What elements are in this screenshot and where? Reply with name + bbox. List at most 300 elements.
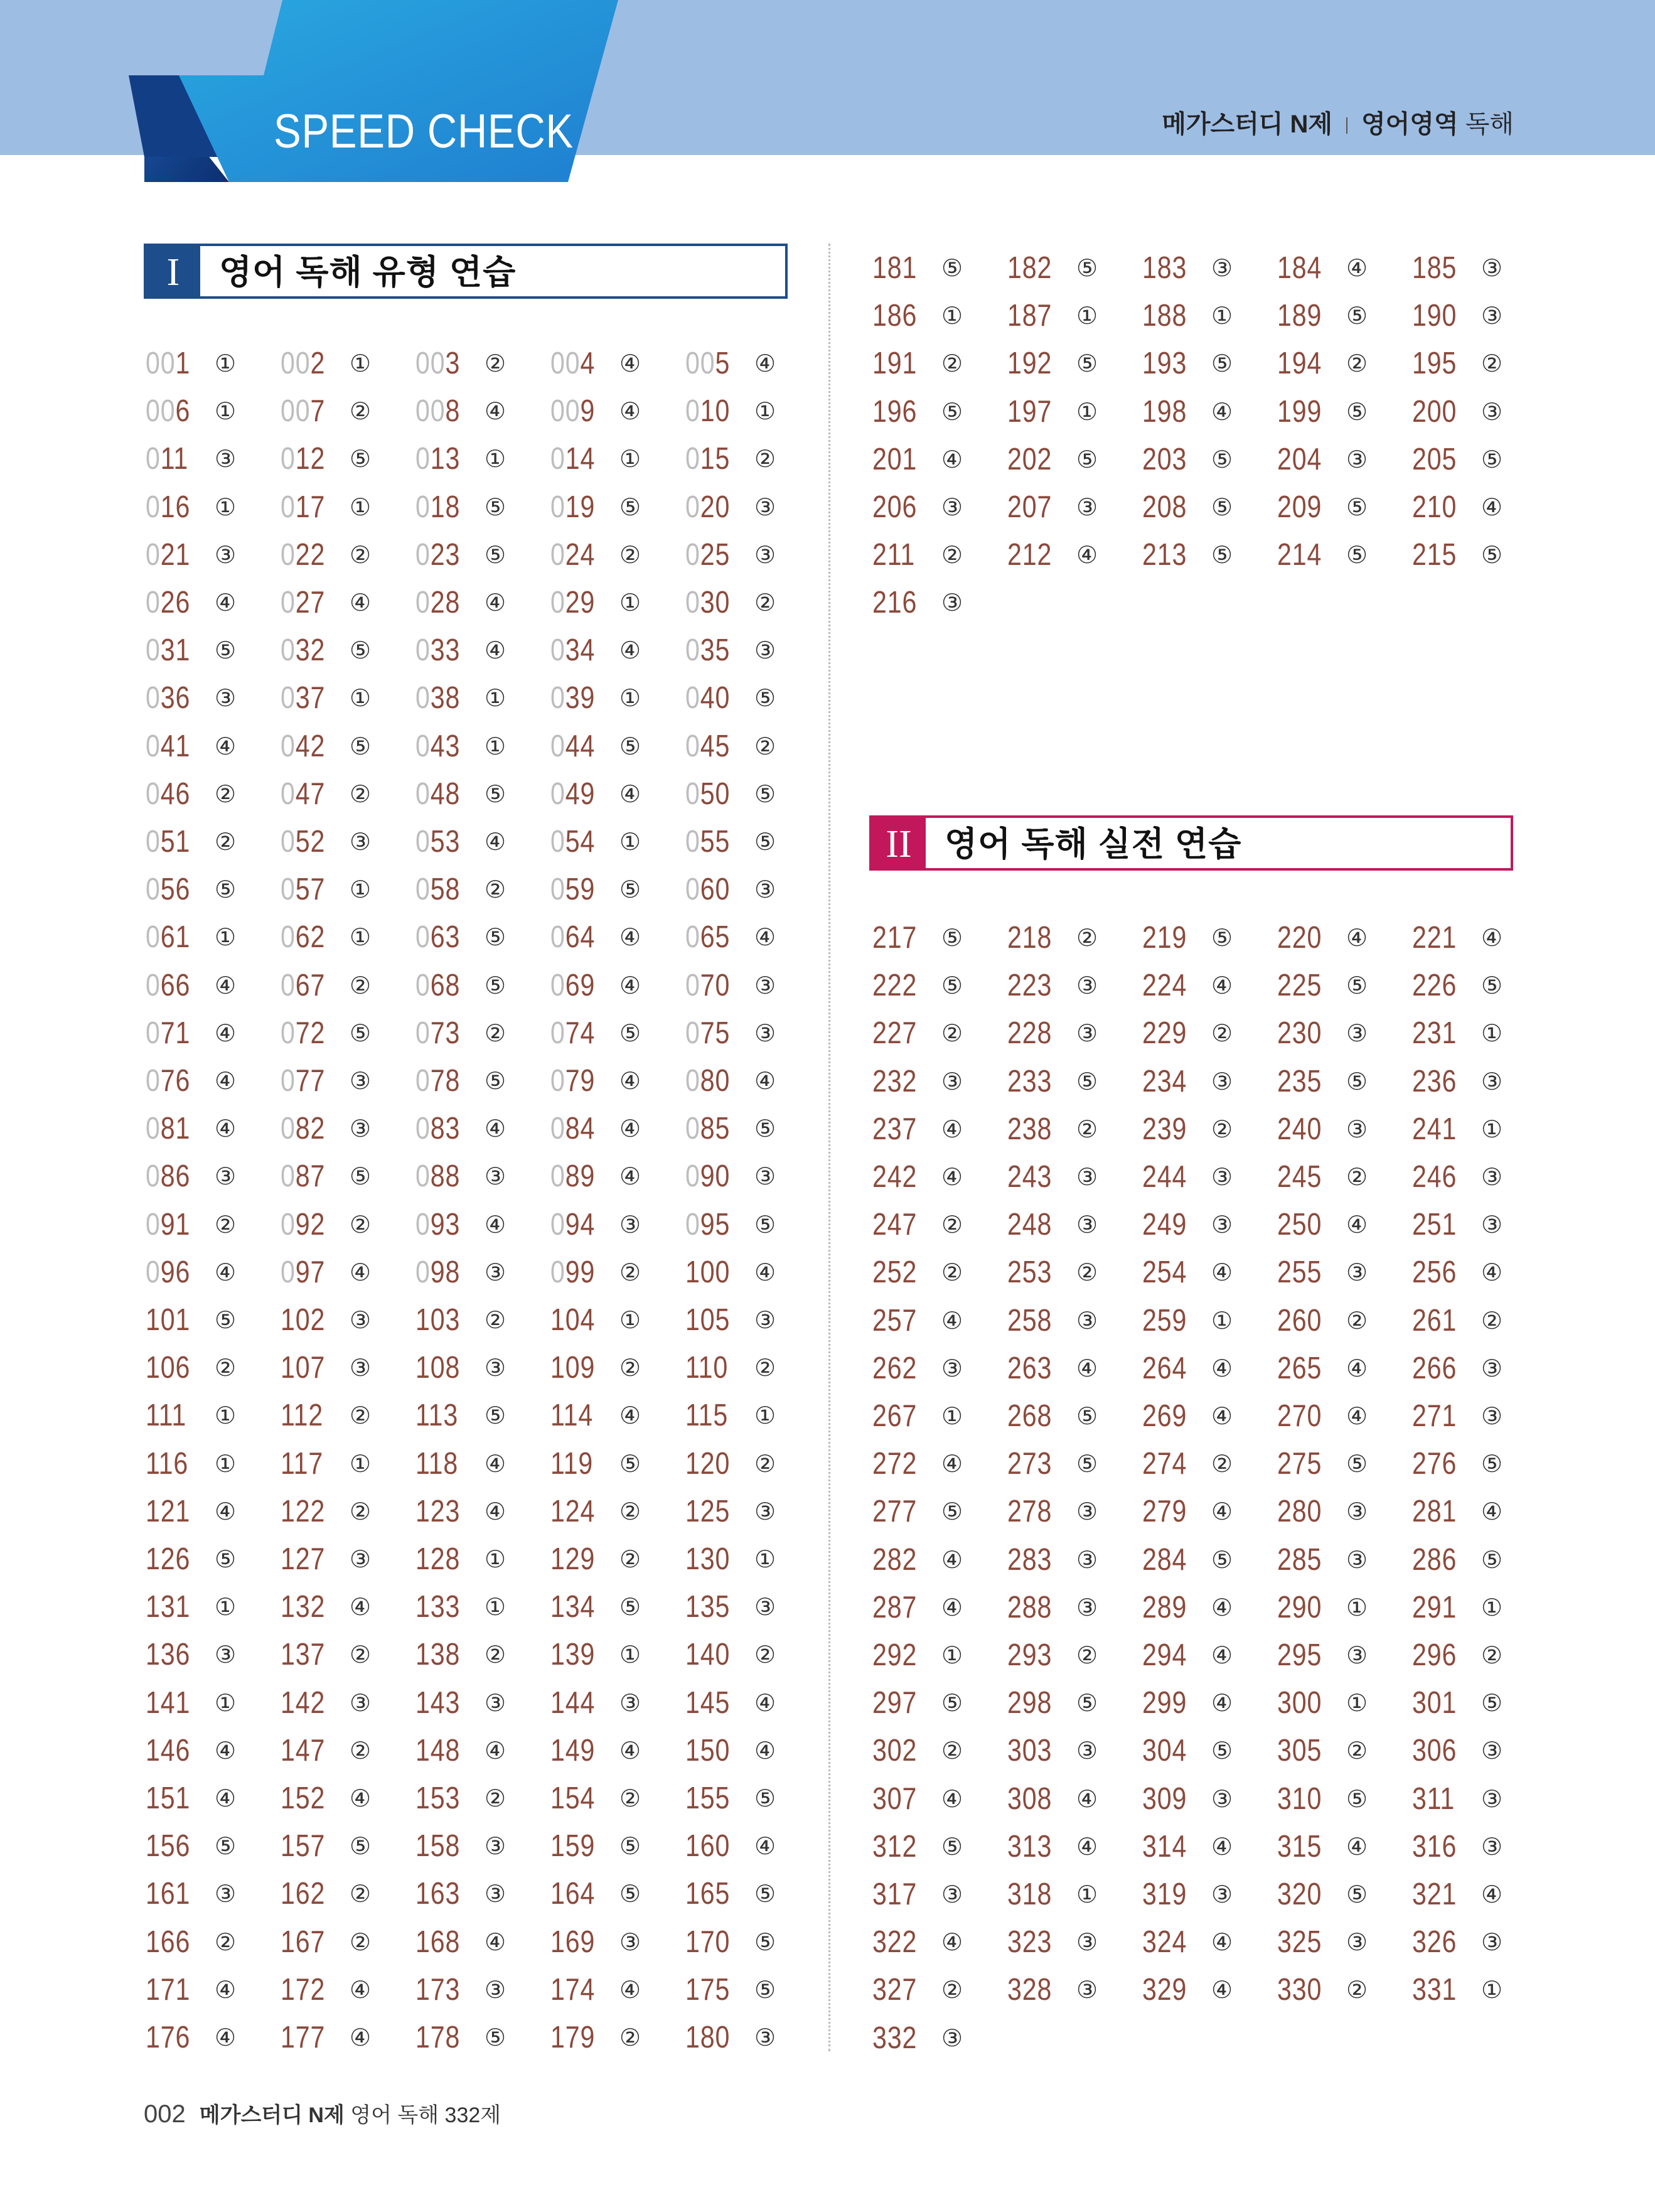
question-number: 305 bbox=[1277, 1734, 1322, 1768]
number-zero-padding: 0 bbox=[550, 825, 565, 859]
answer-choice: ① bbox=[485, 445, 506, 473]
answer-choice: ① bbox=[619, 589, 641, 616]
answer-choice: ④ bbox=[1346, 1832, 1368, 1860]
answer-choice: ③ bbox=[619, 1928, 641, 1956]
question-number: 069 bbox=[550, 968, 596, 1002]
question-number: 272 bbox=[872, 1447, 918, 1481]
question-number: 257 bbox=[872, 1303, 918, 1338]
answer-choice: ① bbox=[215, 493, 237, 521]
question-number: 116 bbox=[146, 1446, 189, 1481]
answer-choice: ④ bbox=[1211, 1832, 1233, 1860]
number-zero-padding: 0 bbox=[685, 776, 700, 811]
number-zero-padding: 0 bbox=[415, 1064, 431, 1098]
question-number: 308 bbox=[1007, 1781, 1052, 1816]
number-zero-padding: 0 bbox=[685, 394, 700, 429]
answer-choice: ③ bbox=[754, 493, 776, 521]
question-number: 153 bbox=[415, 1781, 461, 1815]
question-number: 288 bbox=[1007, 1590, 1052, 1624]
question-number: 176 bbox=[146, 2021, 191, 2054]
answer-choice: ③ bbox=[1346, 1259, 1368, 1287]
question-number: 203 bbox=[1142, 442, 1187, 476]
number-zero-padding: 00 bbox=[146, 394, 176, 429]
question-number: 147 bbox=[281, 1733, 326, 1768]
question-number: 117 bbox=[281, 1446, 324, 1481]
answer-choice: ⑤ bbox=[754, 828, 776, 856]
question-number: 215 bbox=[1412, 538, 1457, 572]
section-1-heading bbox=[144, 244, 788, 299]
answer-choice: ② bbox=[941, 1019, 963, 1048]
answer-choice: ③ bbox=[1211, 1163, 1233, 1191]
question-number: 100 bbox=[685, 1255, 731, 1289]
answer-choice: ③ bbox=[1076, 1306, 1098, 1334]
answer-choice: ⑤ bbox=[1211, 445, 1233, 473]
answer-choice: ② bbox=[619, 2024, 641, 2051]
answer-choice: ④ bbox=[754, 1258, 776, 1286]
answer-choice: ② bbox=[350, 1880, 372, 1908]
question-number: 167 bbox=[281, 1925, 326, 1959]
question-number: 228 bbox=[1007, 1016, 1052, 1051]
question-number: 047 bbox=[281, 776, 326, 811]
answer-choice: ① bbox=[1076, 397, 1098, 426]
answer-choice: ③ bbox=[350, 1115, 372, 1143]
answer-choice: ⑤ bbox=[941, 1498, 963, 1526]
answer-choice: ② bbox=[619, 1785, 641, 1812]
question-number: 255 bbox=[1277, 1255, 1322, 1290]
question-number: 033 bbox=[415, 633, 461, 668]
question-number: 312 bbox=[872, 1829, 918, 1864]
question-number: 233 bbox=[1007, 1064, 1052, 1098]
answer-choice: ① bbox=[1346, 1689, 1368, 1717]
answer-choice: ④ bbox=[485, 1497, 506, 1525]
question-number: 006 bbox=[146, 394, 191, 429]
answer-choice: ④ bbox=[1211, 972, 1233, 1000]
answer-choice: ④ bbox=[215, 1975, 237, 2004]
question-number: 015 bbox=[685, 442, 731, 476]
number-zero-padding: 0 bbox=[281, 825, 296, 859]
question-number: 021 bbox=[146, 537, 191, 572]
number-zero-padding: 0 bbox=[146, 442, 161, 476]
number-zero-padding: 0 bbox=[415, 681, 431, 716]
question-number: 134 bbox=[550, 1590, 596, 1624]
answer-choice: ⑤ bbox=[941, 924, 963, 952]
number-zero-padding: 0 bbox=[415, 729, 431, 763]
number-zero-padding: 0 bbox=[146, 586, 161, 620]
number-zero-padding: 0 bbox=[415, 633, 431, 668]
number-zero-padding: 0 bbox=[281, 968, 296, 1002]
question-number: 152 bbox=[281, 1781, 326, 1815]
answer-choice: ④ bbox=[941, 1545, 963, 1574]
answer-choice: ⑤ bbox=[1481, 541, 1503, 569]
question-number: 214 bbox=[1277, 538, 1322, 572]
answer-choice: ① bbox=[754, 1545, 776, 1573]
question-number: 235 bbox=[1277, 1064, 1322, 1098]
number-zero-padding: 0 bbox=[550, 490, 565, 524]
answer-choice: ② bbox=[1076, 1259, 1098, 1287]
question-number: 076 bbox=[146, 1064, 191, 1098]
answer-choice: ② bbox=[1076, 1115, 1098, 1143]
answer-choice: ③ bbox=[1481, 254, 1503, 282]
answer-choice: ④ bbox=[619, 1975, 641, 2004]
number-zero-padding: 0 bbox=[550, 681, 565, 716]
question-number: 237 bbox=[872, 1112, 918, 1146]
question-number: 126 bbox=[146, 1542, 191, 1576]
answer-choice: ⑤ bbox=[350, 445, 372, 473]
question-number: 216 bbox=[872, 586, 918, 620]
answer-choice: ③ bbox=[1346, 1019, 1368, 1048]
question-number: 016 bbox=[146, 490, 191, 524]
answer-choice: ③ bbox=[1346, 1641, 1368, 1669]
answer-choice: ⑤ bbox=[1346, 1450, 1368, 1478]
answer-choice: ④ bbox=[941, 1115, 963, 1143]
answer-choice: ③ bbox=[1211, 1067, 1233, 1095]
answer-choice: ⑤ bbox=[941, 1832, 963, 1860]
answer-choice: ① bbox=[350, 1449, 372, 1478]
question-number: 060 bbox=[685, 872, 731, 907]
answer-choice: ③ bbox=[1481, 1211, 1503, 1239]
question-number: 007 bbox=[281, 394, 326, 429]
question-number: 194 bbox=[1277, 346, 1322, 381]
section-1-numeral: I bbox=[146, 246, 200, 296]
number-zero-padding: 0 bbox=[415, 442, 431, 476]
question-number: 261 bbox=[1412, 1303, 1457, 1338]
number-zero-padding: 0 bbox=[685, 1112, 700, 1146]
question-number: 191 bbox=[872, 346, 918, 381]
question-number: 328 bbox=[1007, 1973, 1052, 2007]
answer-choice: ⑤ bbox=[350, 732, 372, 760]
question-number: 166 bbox=[146, 1925, 191, 1959]
answer-choice: ③ bbox=[941, 2024, 963, 2052]
footer-brand: 메가스터디 N제 bbox=[199, 2103, 345, 2127]
answer-choice: ② bbox=[754, 1641, 776, 1669]
answer-choice: ③ bbox=[1211, 1785, 1233, 1813]
answer-choice: ③ bbox=[754, 1497, 776, 1525]
answer-choice: ④ bbox=[1211, 1259, 1233, 1287]
question-number: 244 bbox=[1142, 1160, 1187, 1194]
question-number: 247 bbox=[872, 1208, 918, 1242]
question-number: 095 bbox=[685, 1207, 731, 1242]
answer-choice: ⑤ bbox=[1346, 972, 1368, 1000]
question-number: 149 bbox=[550, 1733, 596, 1768]
question-number: 265 bbox=[1277, 1351, 1322, 1385]
question-number: 245 bbox=[1277, 1160, 1322, 1194]
answer-choice: ② bbox=[941, 350, 963, 378]
answer-choice: ⑤ bbox=[485, 971, 506, 999]
number-zero-padding: 0 bbox=[146, 633, 161, 668]
answer-choice: ② bbox=[485, 1641, 506, 1669]
number-zero-padding: 0 bbox=[550, 1255, 565, 1289]
answer-choice: ① bbox=[485, 1545, 506, 1573]
question-number: 122 bbox=[281, 1494, 326, 1528]
question-number: 226 bbox=[1412, 969, 1457, 1003]
number-zero-padding: 0 bbox=[146, 1255, 161, 1289]
number-zero-padding: 0 bbox=[415, 968, 431, 1002]
question-number: 319 bbox=[1142, 1877, 1187, 1911]
answer-choice: ⑤ bbox=[1481, 972, 1503, 1000]
question-number: 031 bbox=[146, 633, 191, 668]
question-number: 107 bbox=[281, 1351, 326, 1385]
answer-choice: ② bbox=[1346, 1306, 1368, 1334]
question-number: 032 bbox=[281, 633, 326, 668]
answer-choice: ④ bbox=[941, 1593, 963, 1621]
question-number: 225 bbox=[1277, 969, 1322, 1003]
number-zero-padding: 0 bbox=[281, 1159, 296, 1194]
answer-choice: ④ bbox=[350, 1975, 372, 2004]
question-number: 018 bbox=[415, 490, 461, 524]
question-number: 098 bbox=[415, 1255, 461, 1289]
answer-choice: ③ bbox=[350, 1306, 372, 1334]
question-number: 283 bbox=[1007, 1542, 1052, 1577]
question-number: 251 bbox=[1412, 1208, 1457, 1242]
answer-choice: ④ bbox=[215, 1115, 237, 1143]
answer-choice: ④ bbox=[1076, 1832, 1098, 1860]
question-number: 146 bbox=[146, 1733, 191, 1768]
answer-choice: ③ bbox=[619, 1689, 641, 1717]
answer-choice: ③ bbox=[941, 493, 963, 521]
answer-choice: ④ bbox=[1481, 493, 1503, 521]
answer-choice: ② bbox=[215, 1928, 237, 1956]
answer-choice: ③ bbox=[485, 1975, 506, 2004]
answer-choice: ① bbox=[1481, 1593, 1503, 1621]
answer-choice: ⑤ bbox=[619, 876, 641, 904]
answer-choice: ② bbox=[215, 828, 237, 856]
question-number: 035 bbox=[685, 633, 731, 668]
question-number: 192 bbox=[1007, 346, 1052, 381]
answer-choice: ② bbox=[754, 1354, 776, 1382]
question-number: 023 bbox=[415, 537, 461, 572]
answer-choice: ② bbox=[1211, 1115, 1233, 1143]
question-number: 311 bbox=[1412, 1781, 1455, 1816]
answer-choice: ④ bbox=[485, 589, 506, 616]
question-number: 309 bbox=[1142, 1781, 1187, 1816]
question-number: 164 bbox=[550, 1877, 596, 1911]
answer-choice: ⑤ bbox=[215, 876, 237, 904]
number-zero-padding: 0 bbox=[550, 537, 565, 572]
answer-choice: ④ bbox=[485, 828, 506, 856]
answer-choice: ③ bbox=[1481, 1737, 1503, 1765]
answer-choice: ⑤ bbox=[1346, 1067, 1368, 1095]
answer-choice: ② bbox=[619, 1258, 641, 1286]
question-number: 230 bbox=[1277, 1016, 1322, 1051]
question-number: 052 bbox=[281, 825, 326, 859]
question-number: 201 bbox=[872, 442, 918, 476]
answer-choice: ④ bbox=[215, 971, 237, 999]
answer-choice: ⑤ bbox=[350, 1832, 372, 1860]
answer-choice: ① bbox=[1481, 1115, 1503, 1143]
number-zero-padding: 0 bbox=[415, 1016, 431, 1050]
question-number: 003 bbox=[415, 346, 461, 380]
number-zero-padding: 0 bbox=[146, 920, 161, 955]
answer-choice: ③ bbox=[754, 1306, 776, 1334]
answer-choice: ② bbox=[754, 445, 776, 473]
answer-choice: ④ bbox=[1211, 1928, 1233, 1957]
answer-choice: ⑤ bbox=[1076, 350, 1098, 378]
answer-choice: ④ bbox=[1211, 1641, 1233, 1669]
answer-choice: ③ bbox=[1211, 1211, 1233, 1239]
answer-choice: ② bbox=[485, 350, 506, 377]
question-number: 180 bbox=[685, 2021, 731, 2054]
answer-choice: ① bbox=[1076, 302, 1098, 330]
answer-choice: ③ bbox=[485, 1258, 506, 1286]
answer-choice: ② bbox=[754, 1449, 776, 1478]
question-number: 286 bbox=[1412, 1542, 1457, 1577]
answer-choice: ⑤ bbox=[485, 540, 506, 569]
answer-choice: ③ bbox=[1346, 445, 1368, 473]
answer-choice: ② bbox=[1211, 1450, 1233, 1478]
question-number: 012 bbox=[281, 442, 326, 476]
section-2-title: 영어 독해 실전 연습 bbox=[945, 825, 1242, 863]
number-zero-padding: 0 bbox=[146, 1016, 161, 1050]
answer-choice: ④ bbox=[1211, 1689, 1233, 1717]
number-zero-padding: 0 bbox=[415, 490, 431, 524]
number-zero-padding: 0 bbox=[415, 537, 431, 572]
question-number: 106 bbox=[146, 1351, 191, 1385]
question-number: 275 bbox=[1277, 1447, 1322, 1481]
question-number: 300 bbox=[1277, 1686, 1322, 1721]
question-number: 171 bbox=[146, 1972, 191, 2007]
question-number: 243 bbox=[1007, 1160, 1052, 1194]
question-number: 179 bbox=[550, 2021, 596, 2054]
question-number: 001 bbox=[146, 346, 191, 380]
answer-choice: ⑤ bbox=[485, 2024, 506, 2051]
question-number: 317 bbox=[872, 1877, 918, 1911]
question-number: 115 bbox=[685, 1399, 729, 1433]
question-number: 330 bbox=[1277, 1973, 1322, 2007]
question-number: 254 bbox=[1142, 1255, 1187, 1290]
number-zero-padding: 0 bbox=[146, 729, 161, 763]
answer-choice: ③ bbox=[1481, 1832, 1503, 1860]
question-number: 278 bbox=[1007, 1495, 1052, 1529]
answer-choice: ② bbox=[350, 780, 372, 808]
header-brand: 메가스터디 N제 bbox=[1162, 110, 1333, 138]
question-number: 256 bbox=[1412, 1255, 1457, 1290]
answer-choice: ⑤ bbox=[1346, 493, 1368, 521]
answer-choice: ④ bbox=[619, 780, 641, 808]
answer-choice: ③ bbox=[215, 1880, 237, 1908]
question-number: 138 bbox=[415, 1638, 461, 1672]
question-number: 241 bbox=[1412, 1112, 1457, 1146]
question-number: 231 bbox=[1412, 1016, 1457, 1051]
answer-choice: ④ bbox=[1346, 1354, 1368, 1382]
question-number: 121 bbox=[146, 1494, 191, 1528]
answer-choice: ⑤ bbox=[754, 1880, 776, 1908]
answer-choice: ⑤ bbox=[215, 1545, 237, 1573]
answer-choice: ② bbox=[1481, 350, 1503, 378]
question-number: 085 bbox=[685, 1112, 731, 1146]
answer-choice: ③ bbox=[1076, 493, 1098, 521]
answer-choice: ④ bbox=[619, 1736, 641, 1764]
answer-choice: ② bbox=[941, 1259, 963, 1287]
question-number: 101 bbox=[146, 1303, 191, 1337]
answer-choice: ③ bbox=[754, 636, 776, 665]
answer-choice: ② bbox=[215, 780, 237, 808]
answer-choice: ③ bbox=[215, 1641, 237, 1669]
answer-choice: ② bbox=[1211, 1019, 1233, 1048]
question-number: 285 bbox=[1277, 1542, 1322, 1577]
answer-choice: ① bbox=[215, 923, 237, 952]
question-number: 024 bbox=[550, 537, 596, 572]
question-number: 113 bbox=[415, 1399, 459, 1433]
number-zero-padding: 0 bbox=[281, 490, 296, 524]
question-number: 130 bbox=[685, 1542, 731, 1576]
answer-choice: ③ bbox=[754, 2024, 776, 2051]
answer-choice: ② bbox=[941, 541, 963, 569]
question-number: 271 bbox=[1412, 1399, 1457, 1433]
answer-choice: ④ bbox=[485, 1210, 506, 1238]
answer-choice: ⑤ bbox=[485, 780, 506, 808]
question-number: 207 bbox=[1007, 490, 1052, 524]
answer-choice: ⑤ bbox=[754, 684, 776, 712]
number-zero-padding: 0 bbox=[146, 537, 161, 572]
answer-choice: ③ bbox=[1346, 1928, 1368, 1957]
question-number: 028 bbox=[415, 586, 461, 620]
answer-choice: ③ bbox=[1076, 1498, 1098, 1526]
answer-choice: ② bbox=[941, 1976, 963, 2004]
number-zero-padding: 0 bbox=[146, 490, 161, 524]
number-zero-padding: 0 bbox=[281, 586, 296, 620]
answer-choice: ⑤ bbox=[1346, 541, 1368, 569]
question-number: 025 bbox=[685, 537, 731, 572]
question-number: 204 bbox=[1277, 442, 1322, 476]
answer-choice: ⑤ bbox=[619, 1449, 641, 1478]
question-number: 185 bbox=[1412, 251, 1457, 285]
answer-choice: ④ bbox=[1481, 1498, 1503, 1526]
answer-choice: ③ bbox=[1481, 397, 1503, 426]
question-number: 322 bbox=[872, 1925, 918, 1960]
question-number: 239 bbox=[1142, 1112, 1187, 1146]
question-number: 084 bbox=[550, 1112, 596, 1146]
section-2-numeral: II bbox=[872, 818, 926, 868]
answer-choice: ① bbox=[215, 1689, 237, 1717]
question-number: 055 bbox=[685, 825, 731, 859]
number-zero-padding: 0 bbox=[281, 633, 296, 668]
answer-choice: ⑤ bbox=[619, 493, 641, 521]
speed-check-badge bbox=[0, 0, 628, 188]
answer-choice: ⑤ bbox=[619, 1832, 641, 1860]
number-zero-padding: 0 bbox=[415, 1159, 431, 1194]
question-number: 187 bbox=[1007, 299, 1052, 333]
answer-choice: ② bbox=[485, 1019, 506, 1047]
answer-choice: ④ bbox=[619, 1115, 641, 1143]
number-zero-padding: 0 bbox=[281, 729, 296, 763]
answer-choice: ⑤ bbox=[754, 1928, 776, 1956]
question-number: 131 bbox=[146, 1590, 191, 1624]
question-number: 290 bbox=[1277, 1590, 1322, 1624]
question-number: 220 bbox=[1277, 921, 1322, 955]
answer-choice: ③ bbox=[754, 1162, 776, 1191]
question-number: 082 bbox=[281, 1112, 326, 1146]
answer-choice: ① bbox=[1481, 1019, 1503, 1048]
question-number: 123 bbox=[415, 1494, 461, 1528]
answer-choice: ③ bbox=[1076, 1976, 1098, 2004]
answer-choice: ④ bbox=[1481, 924, 1503, 952]
answer-choice: ① bbox=[350, 350, 372, 377]
answer-choice: ③ bbox=[350, 1354, 372, 1382]
question-number: 292 bbox=[872, 1638, 918, 1672]
answer-choice: ③ bbox=[941, 1354, 963, 1382]
answer-choice: ③ bbox=[485, 1880, 506, 1908]
question-number: 287 bbox=[872, 1590, 918, 1624]
number-zero-padding: 0 bbox=[146, 825, 161, 859]
question-number: 198 bbox=[1142, 394, 1187, 429]
question-number: 022 bbox=[281, 537, 326, 572]
answer-choice: ③ bbox=[754, 540, 776, 569]
number-zero-padding: 0 bbox=[146, 1064, 161, 1098]
number-zero-padding: 0 bbox=[281, 1064, 296, 1098]
answer-choice: ③ bbox=[941, 589, 963, 617]
answer-choice: ① bbox=[215, 1449, 237, 1478]
question-number: 221 bbox=[1412, 921, 1457, 955]
number-zero-padding: 0 bbox=[281, 1255, 296, 1289]
